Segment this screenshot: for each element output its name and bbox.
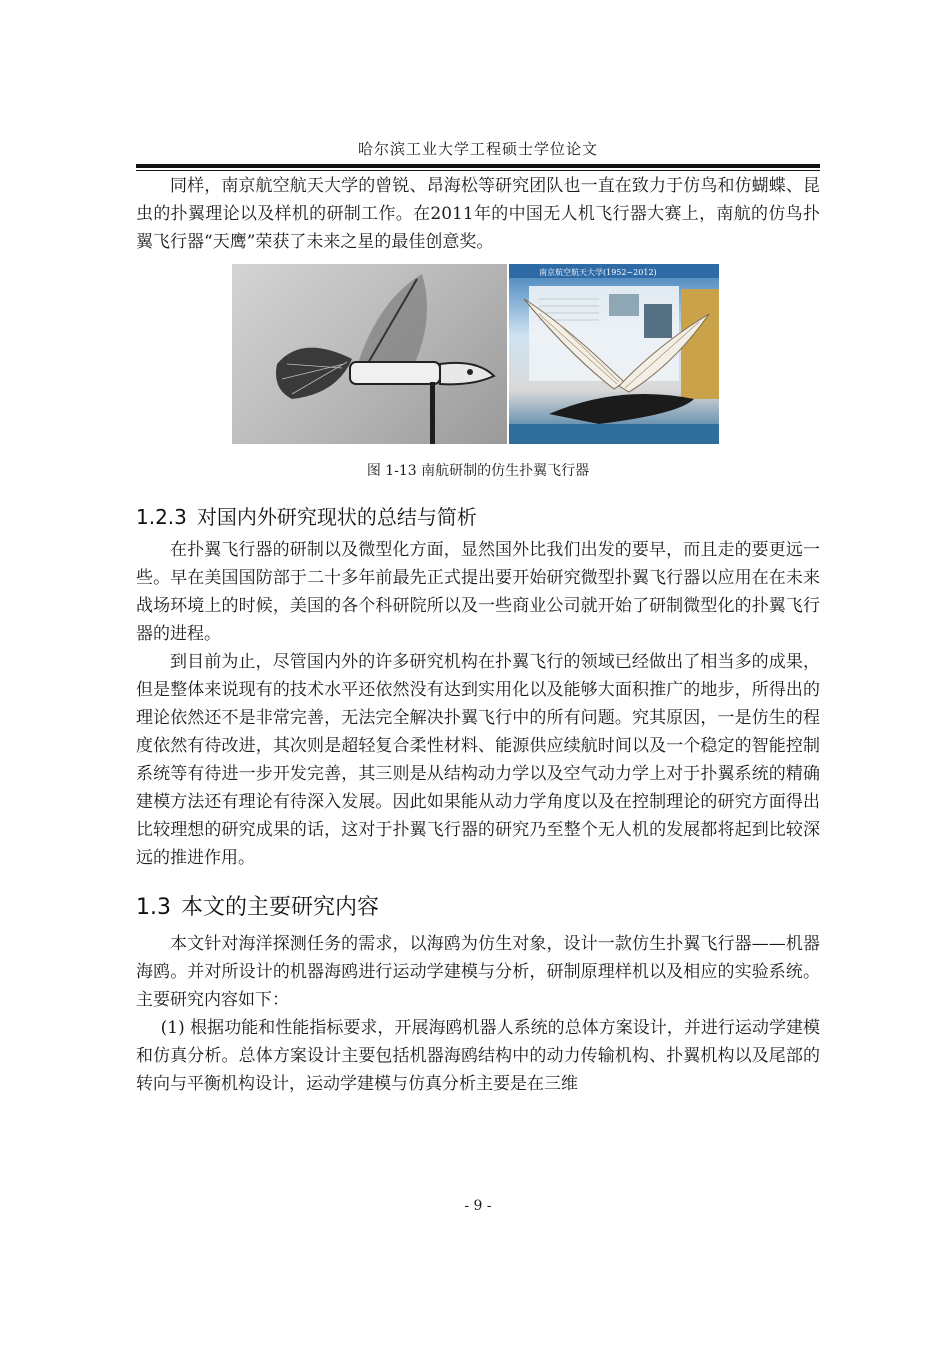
page-body <box>136 172 820 1098</box>
section-1-2-3-paragraph-1: 在扑翼飞行器的研制以及微型化方面，显然国外比我们出发的要早，而且走的要更远一些。早在美国国防部于二十多年前最先正式提出要开始研究微型扑翼飞行器以应用在在未来战场环境上的时候，美国的各个科研院所以及一些商业公司就开始了研制微型化的扑翼飞行器的进程。 <box>136 540 820 644</box>
section-title: 对国内外研究现状的总结与简析 <box>196 505 477 529</box>
exhibition-banner-text: 南京航空航天大学(1952~2012) <box>539 268 657 277</box>
figure-caption: 图 1-13 南航研制的仿生扑翼飞行器 <box>366 463 590 479</box>
research-item-1: (1) 根据功能和性能指标要求，开展海鸥机器人系统的总体方案设计，并进行运动学建模和仿真分析。总体方案设计主要包括机器海鸥结构中的动力传输机构、扑翼机构以及尾部的转向与平衡机构设计，运动学建模与仿真分析主要是在三维 <box>136 1018 820 1094</box>
header-rule-thick <box>136 164 820 168</box>
bird-robot-illustration <box>509 264 719 444</box>
section-title: 本文的主要研究内容 <box>181 895 380 920</box>
section-1-3-paragraph: 本文针对海洋探测任务的需求，以海鸥为仿生对象，设计一款仿生扑翼飞行器——机器海鸥。并对所设计的机器海鸥进行运动学建模与分析，研制原理样机以及相应的实验系统。主要研究内容如下： <box>136 934 820 1010</box>
tianying-bird-robot-photo <box>509 264 719 444</box>
section-number: 1.3 <box>136 895 171 920</box>
drone-illustration <box>232 264 507 444</box>
section-heading-1-3 <box>136 886 820 930</box>
intro-paragraph: 同样，南京航空航天大学的曾锐、昂海松等研究团队也一直在致力于仿鸟和仿蝴蝶、昆虫的扑翼理论以及样机的研制工作。在2011年的中国无人机飞行器大赛上，南航的仿鸟扑翼飞行器“天鹰”荣获了未来之星的最佳创意奖。 <box>136 176 820 252</box>
section-heading-1-2-3 <box>136 498 820 536</box>
figure-1-13 <box>136 264 820 444</box>
flapping-wing-drone-photo <box>232 264 507 444</box>
page-number: - 9 - <box>464 1198 492 1214</box>
header-rule-thin <box>136 170 820 171</box>
section-1-2-3-paragraph-2: 到目前为止，尽管国内外的许多研究机构在扑翼飞行的领域已经做出了相当多的成果，但是整体来说现有的技术水平还依然没有达到实用化以及能够大面积推广的地步，所得出的理论依然还不是非常完善，无法完全解决扑翼飞行中的所有问题。究其原因，一是仿生的程度依然有待改进，其次则是超轻复合柔性材料、能源供应续航时间以及一个稳定的智能控制系统等有待进一步开发完善，其三则是从结构动力学以及空气动力学上对于扑翼系统的精确建模方法还有理论有待深入发展。因此如果能从动力学角度以及在控制理论的研究方面得出比较理想的研究成果的话，这对于扑翼飞行器的研究乃至整个无人机的发展都将起到比较深远的推进作用。 <box>136 652 820 868</box>
running-header: 哈尔滨工业大学工程硕士学位论文 <box>357 140 598 158</box>
section-number: 1.2.3 <box>136 505 187 529</box>
